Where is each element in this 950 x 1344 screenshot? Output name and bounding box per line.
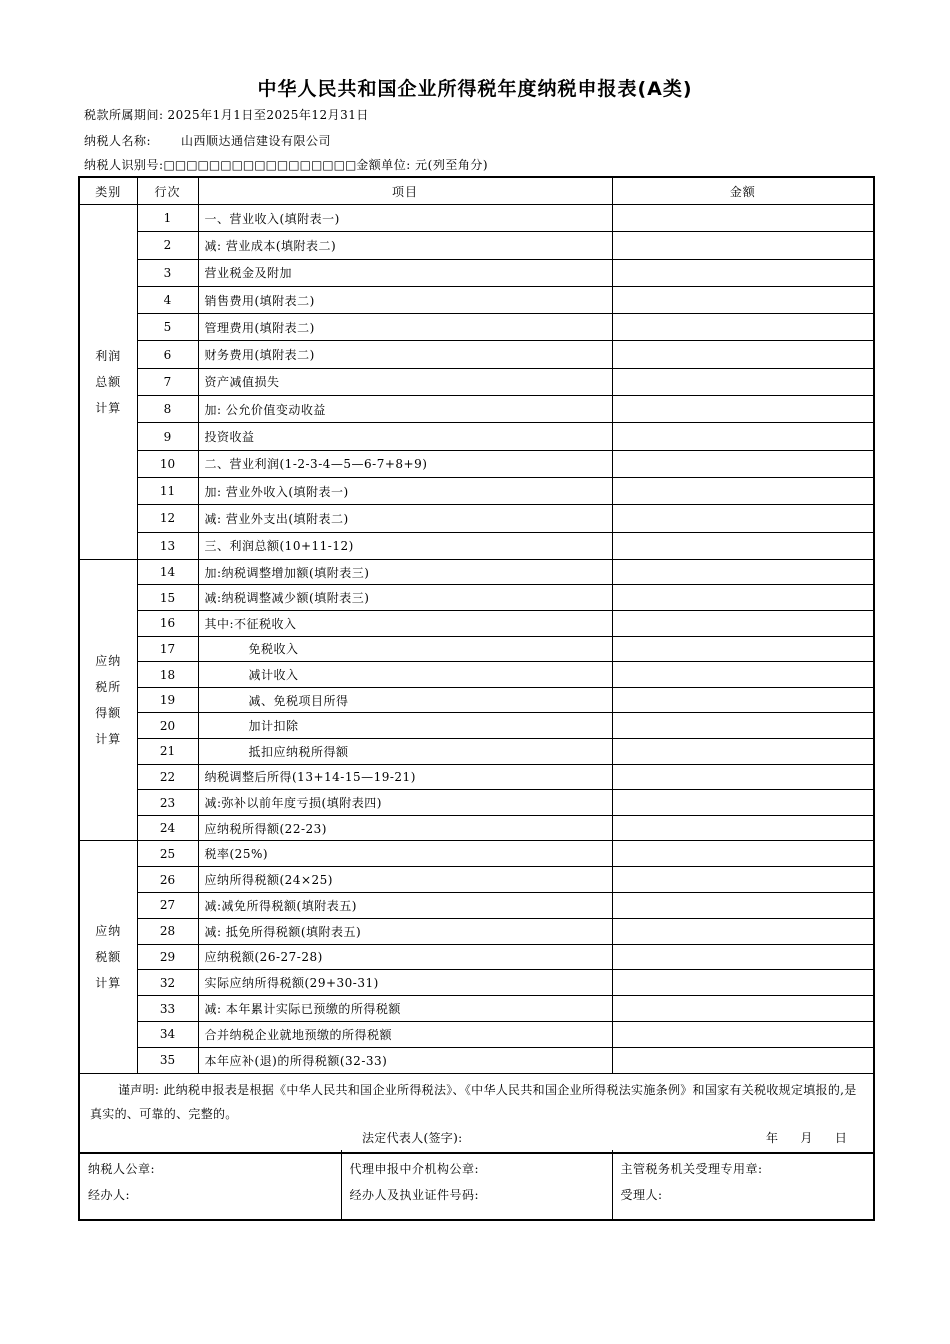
amount-cell[interactable] bbox=[612, 532, 874, 559]
row-number: 35 bbox=[137, 1047, 198, 1073]
table-row bbox=[79, 1021, 874, 1047]
row-number: 22 bbox=[137, 764, 198, 790]
row-item: 税率(25%) bbox=[198, 841, 612, 867]
row-number: 5 bbox=[137, 314, 198, 341]
amount-cell[interactable] bbox=[612, 423, 874, 450]
legal-rep-signature-label: 法定代表人(签字): bbox=[362, 1130, 463, 1145]
amount-cell[interactable] bbox=[612, 841, 874, 867]
amount-cell[interactable] bbox=[612, 585, 874, 611]
header-item: 项目 bbox=[198, 177, 612, 205]
row-item: 减: 本年累计实际已预缴的所得税额 bbox=[198, 996, 612, 1022]
row-item: 实际应纳所得税额(29+30-31) bbox=[198, 970, 612, 996]
amount-cell[interactable] bbox=[612, 259, 874, 286]
table-row bbox=[79, 341, 874, 368]
table-row bbox=[79, 996, 874, 1022]
table-row bbox=[79, 532, 874, 559]
table-row bbox=[79, 1047, 874, 1073]
tax-authority-seal-label: 主管税务机关受理专用章: bbox=[620, 1162, 763, 1176]
amount-cell[interactable] bbox=[612, 970, 874, 996]
category-cell: 应纳 税所 得额 计算 bbox=[79, 559, 137, 841]
taxpayer-id bbox=[84, 156, 488, 173]
header-amount: 金额 bbox=[612, 177, 874, 205]
row-item: 应纳税额(26-27-28) bbox=[198, 944, 612, 970]
table-row bbox=[79, 585, 874, 611]
declaration-date-label: 年 月 日 bbox=[766, 1130, 848, 1145]
footer-stamp-table bbox=[78, 1150, 875, 1221]
row-number: 11 bbox=[137, 477, 198, 504]
row-item: 抵扣应纳税所得额 bbox=[198, 739, 612, 765]
row-item: 三、利润总额(10+11-12) bbox=[198, 532, 612, 559]
row-number: 26 bbox=[137, 867, 198, 893]
amount-cell[interactable] bbox=[612, 687, 874, 713]
table-row bbox=[79, 286, 874, 313]
row-item: 减:弥补以前年度亏损(填附表四) bbox=[198, 790, 612, 816]
row-item: 加: 营业外收入(填附表一) bbox=[198, 477, 612, 504]
table-row bbox=[79, 790, 874, 816]
table-row bbox=[79, 687, 874, 713]
row-number: 13 bbox=[137, 532, 198, 559]
row-number: 28 bbox=[137, 918, 198, 944]
taxpayer-name-value: 山西顺达通信建设有限公司 bbox=[181, 134, 332, 148]
row-number: 7 bbox=[137, 368, 198, 395]
row-item: 减计收入 bbox=[198, 662, 612, 688]
table-row bbox=[79, 205, 874, 232]
row-number: 33 bbox=[137, 996, 198, 1022]
row-number: 21 bbox=[137, 739, 198, 765]
table-row bbox=[79, 815, 874, 841]
row-number: 9 bbox=[137, 423, 198, 450]
taxpayer-name-label: 纳税人名称: bbox=[84, 134, 152, 148]
row-item: 减: 抵免所得税额(填附表五) bbox=[198, 918, 612, 944]
declaration-table bbox=[78, 176, 875, 1154]
table-row bbox=[79, 662, 874, 688]
amount-cell[interactable] bbox=[612, 996, 874, 1022]
table-row bbox=[79, 314, 874, 341]
amount-cell[interactable] bbox=[612, 368, 874, 395]
declaration-text: 谨声明: 此纳税申报表是根据《中华人民共和国企业所得税法》、《中华人民共和国企业所得税法实施条例》和国家有关税收规定填报的,是真实的、可靠的、完整的。 bbox=[90, 1082, 857, 1121]
amount-cell[interactable] bbox=[612, 815, 874, 841]
amount-cell[interactable] bbox=[612, 944, 874, 970]
table-row bbox=[79, 867, 874, 893]
tax-period-label: 税款所属期间: bbox=[84, 108, 164, 122]
row-item: 减、免税项目所得 bbox=[198, 687, 612, 713]
row-item: 应纳税所得额(22-23) bbox=[198, 815, 612, 841]
category-cell: 利润 总额 计算 bbox=[79, 205, 137, 560]
agency-handler-label: 经办人及执业证件号码: bbox=[349, 1188, 480, 1202]
row-item: 减: 营业成本(填附表二) bbox=[198, 232, 612, 259]
taxpayer-name bbox=[84, 132, 331, 149]
row-item: 其中:不征税收入 bbox=[198, 611, 612, 637]
amount-cell[interactable] bbox=[612, 505, 874, 532]
row-item: 加:纳税调整增加额(填附表三) bbox=[198, 559, 612, 585]
row-item: 应纳所得税额(24×25) bbox=[198, 867, 612, 893]
table-row bbox=[79, 368, 874, 395]
row-item: 加: 公允价值变动收益 bbox=[198, 396, 612, 423]
amount-cell[interactable] bbox=[612, 918, 874, 944]
row-number: 4 bbox=[137, 286, 198, 313]
row-number: 29 bbox=[137, 944, 198, 970]
row-number: 19 bbox=[137, 687, 198, 713]
amount-cell[interactable] bbox=[612, 739, 874, 765]
table-header-row bbox=[79, 177, 874, 205]
table-row bbox=[79, 559, 874, 585]
table-row bbox=[79, 477, 874, 504]
taxpayer-id-label: 纳税人识别号: bbox=[84, 158, 164, 172]
row-number: 25 bbox=[137, 841, 198, 867]
table-row bbox=[79, 636, 874, 662]
table-row bbox=[79, 259, 874, 286]
amount-cell[interactable] bbox=[612, 892, 874, 918]
declaration-row bbox=[79, 1073, 874, 1153]
table-row bbox=[79, 918, 874, 944]
row-number: 10 bbox=[137, 450, 198, 477]
row-number: 15 bbox=[137, 585, 198, 611]
taxpayer-handler-label: 经办人: bbox=[88, 1188, 131, 1202]
amount-cell[interactable] bbox=[612, 314, 874, 341]
tax-period bbox=[84, 106, 369, 123]
amount-cell[interactable] bbox=[612, 713, 874, 739]
row-number: 27 bbox=[137, 892, 198, 918]
row-number: 2 bbox=[137, 232, 198, 259]
row-number: 1 bbox=[137, 205, 198, 232]
row-item: 营业税金及附加 bbox=[198, 259, 612, 286]
amount-cell[interactable] bbox=[612, 611, 874, 637]
row-item: 销售费用(填附表二) bbox=[198, 286, 612, 313]
row-number: 18 bbox=[137, 662, 198, 688]
row-item: 财务费用(填附表二) bbox=[198, 341, 612, 368]
tax-period-value: 2025年1月1日至2025年12月31日 bbox=[167, 108, 369, 122]
row-item: 免税收入 bbox=[198, 636, 612, 662]
table-row bbox=[79, 713, 874, 739]
row-item: 纳税调整后所得(13+14-15—19-21) bbox=[198, 764, 612, 790]
amount-cell[interactable] bbox=[612, 764, 874, 790]
taxpayer-id-boxes[interactable]: □□□□□□□□□□□□□□□□□ bbox=[163, 158, 357, 172]
amount-cell[interactable] bbox=[612, 662, 874, 688]
row-item: 本年应补(退)的所得税额(32-33) bbox=[198, 1047, 612, 1073]
row-item: 一、营业收入(填附表一) bbox=[198, 205, 612, 232]
row-number: 12 bbox=[137, 505, 198, 532]
table-row bbox=[79, 944, 874, 970]
row-number: 8 bbox=[137, 396, 198, 423]
table-row bbox=[79, 739, 874, 765]
row-number: 3 bbox=[137, 259, 198, 286]
amount-cell[interactable] bbox=[612, 477, 874, 504]
row-number: 20 bbox=[137, 713, 198, 739]
row-number: 16 bbox=[137, 611, 198, 637]
taxpayer-seal-label: 纳税人公章: bbox=[88, 1162, 156, 1176]
row-item: 减:纳税调整减少额(填附表三) bbox=[198, 585, 612, 611]
row-number: 23 bbox=[137, 790, 198, 816]
amount-cell[interactable] bbox=[612, 1047, 874, 1073]
row-number: 32 bbox=[137, 970, 198, 996]
row-number: 17 bbox=[137, 636, 198, 662]
amount-cell[interactable] bbox=[612, 396, 874, 423]
row-item: 加计扣除 bbox=[198, 713, 612, 739]
table-row bbox=[79, 396, 874, 423]
header-category: 类别 bbox=[79, 177, 137, 205]
tax-authority-receiver-label: 受理人: bbox=[620, 1188, 663, 1202]
taxpayer-seal-cell[interactable] bbox=[79, 1150, 341, 1220]
table-row bbox=[79, 505, 874, 532]
table-row bbox=[79, 764, 874, 790]
row-item: 减: 营业外支出(填附表二) bbox=[198, 505, 612, 532]
table-row bbox=[79, 970, 874, 996]
table-body bbox=[79, 205, 874, 1074]
agency-seal-cell[interactable] bbox=[341, 1150, 612, 1220]
row-item: 资产减值损失 bbox=[198, 368, 612, 395]
amount-cell[interactable] bbox=[612, 450, 874, 477]
amount-cell[interactable] bbox=[612, 286, 874, 313]
row-number: 6 bbox=[137, 341, 198, 368]
row-number: 34 bbox=[137, 1021, 198, 1047]
row-item: 减:减免所得税额(填附表五) bbox=[198, 892, 612, 918]
row-item: 管理费用(填附表二) bbox=[198, 314, 612, 341]
table-row bbox=[79, 450, 874, 477]
amount-cell[interactable] bbox=[612, 232, 874, 259]
amount-cell[interactable] bbox=[612, 341, 874, 368]
tax-authority-seal-cell[interactable] bbox=[612, 1150, 874, 1220]
category-cell: 应纳 税额 计算 bbox=[79, 841, 137, 1073]
page-title: 中华人民共和国企业所得税年度纳税申报表(A类) bbox=[257, 78, 693, 100]
row-number: 14 bbox=[137, 559, 198, 585]
row-item: 二、营业利润(1-2-3-4—5—6-7+8+9) bbox=[198, 450, 612, 477]
table-row bbox=[79, 423, 874, 450]
amount-cell[interactable] bbox=[612, 559, 874, 585]
declaration-cell bbox=[79, 1073, 874, 1153]
agency-seal-label: 代理申报中介机构公章: bbox=[349, 1162, 480, 1176]
table-row bbox=[79, 611, 874, 637]
footer-row bbox=[79, 1150, 874, 1220]
amount-cell[interactable] bbox=[612, 205, 874, 232]
header-row-number: 行次 bbox=[137, 177, 198, 205]
row-item: 投资收益 bbox=[198, 423, 612, 450]
amount-cell[interactable] bbox=[612, 636, 874, 662]
row-item: 合并纳税企业就地预缴的所得税额 bbox=[198, 1021, 612, 1047]
amount-unit: 金额单位: 元(列至角分) bbox=[356, 158, 489, 172]
row-number: 24 bbox=[137, 815, 198, 841]
amount-cell[interactable] bbox=[612, 867, 874, 893]
amount-cell[interactable] bbox=[612, 790, 874, 816]
table-row bbox=[79, 841, 874, 867]
table-row bbox=[79, 232, 874, 259]
table-row bbox=[79, 892, 874, 918]
amount-cell[interactable] bbox=[612, 1021, 874, 1047]
